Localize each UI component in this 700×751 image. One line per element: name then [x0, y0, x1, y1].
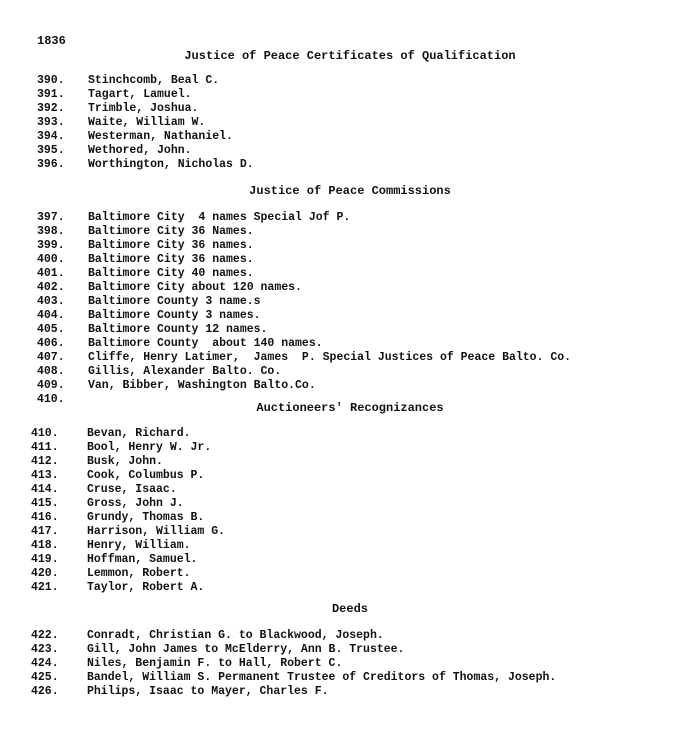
list-item: 399. Baltimore City 36 names.	[37, 239, 254, 252]
list-item: 417. Harrison, William G.	[31, 525, 226, 538]
list-item: 403. Baltimore County 3 name.s	[37, 295, 261, 308]
list-item: 416. Grundy, Thomas B.	[31, 511, 205, 524]
list-item: 390. Stinchcomb, Beal C.	[37, 74, 220, 87]
list-item: 411. Bool, Henry W. Jr.	[31, 441, 212, 454]
list-item: 395. Wethored, John.	[37, 144, 192, 157]
list-item: 392. Trimble, Joshua.	[37, 102, 199, 115]
list-item: 410. Bevan, Richard.	[31, 427, 191, 440]
list-item: 413. Cook, Columbus P.	[31, 469, 205, 482]
list-item: 400. Baltimore City 36 names.	[37, 253, 254, 266]
list-item: 419. Hoffman, Samuel.	[31, 553, 198, 566]
list-item: 404. Baltimore County 3 names.	[37, 309, 261, 322]
list-item: 397. Baltimore City 4 names Special Jof P.	[37, 211, 351, 224]
list-item: 424. Niles, Benjamin F. to Hall, Robert C.	[31, 657, 343, 670]
list-item: 410.	[37, 393, 65, 406]
list-item: 425. Bandel, William S. Permanent Trustee of Creditors of Thomas, Joseph.	[31, 671, 557, 684]
list-item: 414. Cruse, Isaac.	[31, 483, 177, 496]
section-heading-deeds: Deeds	[331, 602, 368, 616]
year-label: 1836	[37, 34, 66, 48]
list-item: 405. Baltimore County 12 names.	[37, 323, 268, 336]
list-item: 422. Conradt, Christian G. to Blackwood, Joseph.	[31, 629, 384, 642]
list-item: 420. Lemmon, Robert.	[31, 567, 191, 580]
section-heading-commissions: Justice of Peace Commissions	[249, 184, 451, 198]
list-item: 418. Henry, William.	[31, 539, 191, 552]
list-item: 412. Busk, John.	[31, 455, 163, 468]
list-item: 401. Baltimore City 40 names.	[37, 267, 254, 280]
list-item: 407. Cliffe, Henry Latimer, James P. Special Justices of Peace Balto. Co.	[37, 351, 572, 364]
list-item: 426. Philips, Isaac to Mayer, Charles F.	[31, 685, 329, 698]
list-item: 415. Gross, John J.	[31, 497, 184, 510]
section-heading-auctioneers: Auctioneers' Recognizances	[256, 401, 444, 415]
list-item: 408. Gillis, Alexander Balto. Co.	[37, 365, 282, 378]
list-item: 396. Worthington, Nicholas D.	[37, 158, 254, 171]
list-item: 391. Tagart, Lamuel.	[37, 88, 192, 101]
list-item: 421. Taylor, Robert A.	[31, 581, 205, 594]
list-item: 406. Baltimore County about 140 names.	[37, 337, 323, 350]
list-item: 393. Waite, William W.	[37, 116, 206, 129]
list-item: 402. Baltimore City about 120 names.	[37, 281, 302, 294]
list-item: 423. Gill, John James to McElderry, Ann B. Trustee.	[31, 643, 405, 656]
section-heading-certificates: Justice of Peace Certificates of Qualification	[184, 49, 516, 63]
list-item: 398. Baltimore City 36 Names.	[37, 225, 254, 238]
list-item: 394. Westerman, Nathaniel.	[37, 130, 233, 143]
list-item: 409. Van, Bibber, Washington Balto.Co.	[37, 379, 316, 392]
